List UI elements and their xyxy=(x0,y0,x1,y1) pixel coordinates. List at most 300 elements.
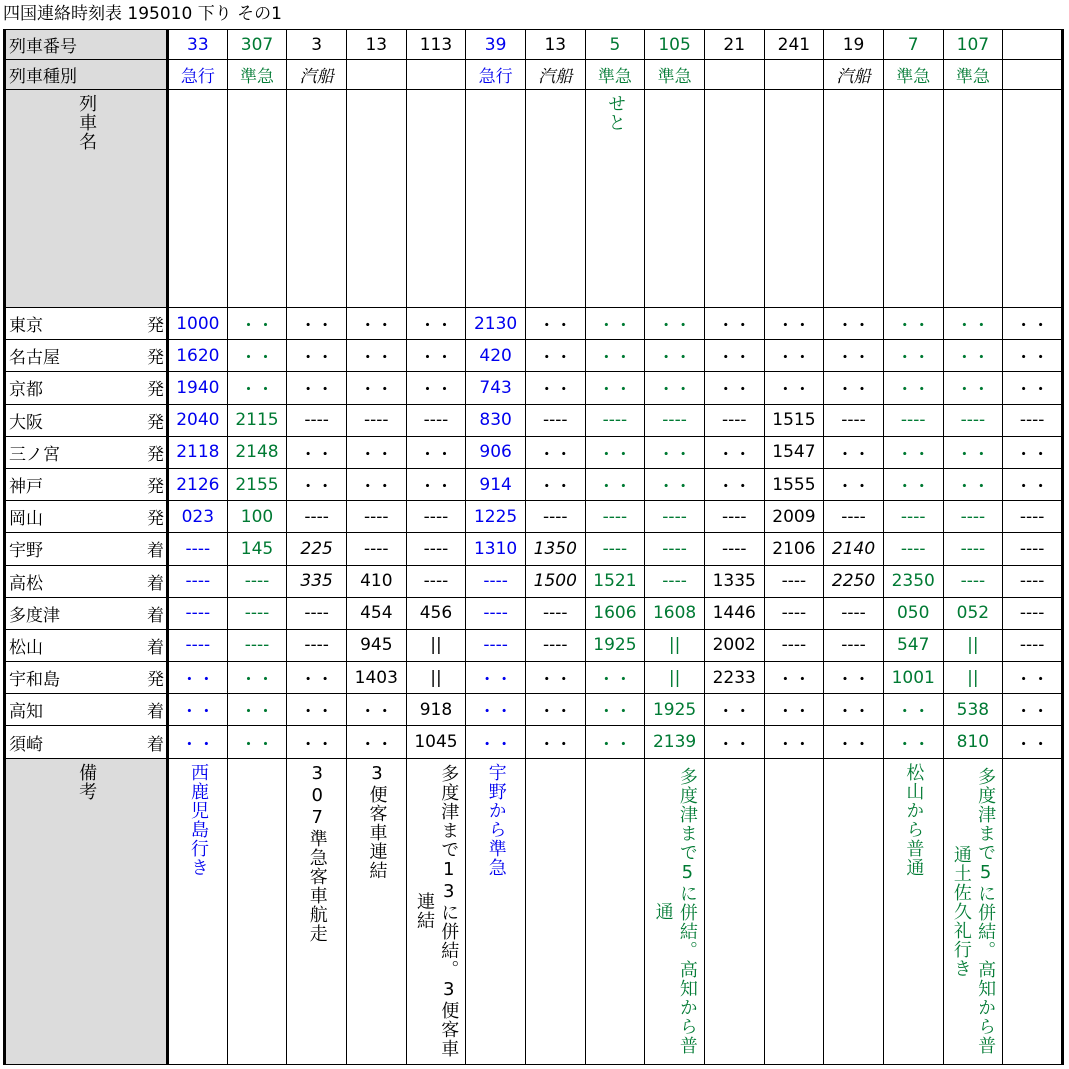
time-cell: ・・ xyxy=(883,308,943,340)
time-cell: ・・ xyxy=(346,340,406,372)
time-cell: ---- xyxy=(645,501,705,533)
time-cell: ---- xyxy=(1003,565,1063,597)
time-cell: 050 xyxy=(883,597,943,629)
time-cell: ・・ xyxy=(1003,468,1063,500)
train-type-cell: 準急 xyxy=(943,60,1003,90)
time-cell: 100 xyxy=(227,501,287,533)
time-cell: 1001 xyxy=(883,662,943,694)
time-cell: ・・ xyxy=(943,372,1003,404)
time-cell: ---- xyxy=(168,565,228,597)
note-text: 多度津まで5に併結。高知から普通 xyxy=(652,767,698,1056)
time-cell: ---- xyxy=(406,404,466,436)
station-cell xyxy=(5,565,168,597)
train-number-cell: 13 xyxy=(346,30,406,60)
station-action: 発 xyxy=(147,509,164,530)
time-cell: ・・ xyxy=(466,694,526,726)
note-cell xyxy=(346,758,406,1064)
time-cell: ---- xyxy=(525,404,585,436)
time-cell: 1500 xyxy=(525,565,585,597)
time-cell: 2118 xyxy=(168,436,228,468)
train-name-cell xyxy=(346,90,406,308)
time-cell: ---- xyxy=(346,533,406,565)
time-cell: ・・ xyxy=(645,308,705,340)
time-cell: 454 xyxy=(346,597,406,629)
station-action: 発 xyxy=(147,348,164,369)
time-cell: ---- xyxy=(883,404,943,436)
station-name: 大阪 xyxy=(9,412,43,433)
time-cell: ・・ xyxy=(466,662,526,694)
time-cell: ・・ xyxy=(406,468,466,500)
time-cell: ・・ xyxy=(704,436,764,468)
time-cell: ・・ xyxy=(227,372,287,404)
station-cell xyxy=(5,372,168,404)
note-text: 西鹿児島行き xyxy=(187,762,209,877)
time-cell: 1310 xyxy=(466,533,526,565)
time-cell: 2140 xyxy=(824,533,884,565)
train-number-cell: 241 xyxy=(764,30,824,60)
time-cell: ・・ xyxy=(525,308,585,340)
time-cell: ・・ xyxy=(287,308,347,340)
time-cell: ・・ xyxy=(525,340,585,372)
train-type-cell: 準急 xyxy=(227,60,287,90)
train-number-cell: 307 xyxy=(227,30,287,60)
station-cell xyxy=(5,597,168,629)
train-type-cell: 汽船 xyxy=(525,60,585,90)
time-cell: ・・ xyxy=(704,372,764,404)
station-row xyxy=(5,597,1063,629)
time-cell: ・・ xyxy=(406,340,466,372)
train-number-cell: 33 xyxy=(168,30,228,60)
time-cell: 1225 xyxy=(466,501,526,533)
time-cell: ・・ xyxy=(585,308,645,340)
time-cell: ・・ xyxy=(824,372,884,404)
time-cell: ・・ xyxy=(168,726,228,758)
time-cell: 914 xyxy=(466,468,526,500)
time-cell: 1547 xyxy=(764,436,824,468)
station-name: 名古屋 xyxy=(9,348,60,369)
time-cell: 1045 xyxy=(406,726,466,758)
time-cell: ・・ xyxy=(525,436,585,468)
train-name-cell xyxy=(883,90,943,308)
station-row xyxy=(5,629,1063,661)
time-cell: 1446 xyxy=(704,597,764,629)
time-cell: ・・ xyxy=(1003,694,1063,726)
time-cell: || xyxy=(406,662,466,694)
note-cell xyxy=(764,758,824,1064)
time-cell: ---- xyxy=(764,629,824,661)
time-cell: 1608 xyxy=(645,597,705,629)
time-cell: 2148 xyxy=(227,436,287,468)
header-train-number-label: 列車番号 xyxy=(9,37,77,57)
time-cell: 1521 xyxy=(585,565,645,597)
time-cell: 456 xyxy=(406,597,466,629)
time-cell: ・・ xyxy=(883,726,943,758)
time-cell: ---- xyxy=(943,501,1003,533)
train-number-cell: 113 xyxy=(406,30,466,60)
station-row xyxy=(5,340,1063,372)
time-cell: ・・ xyxy=(585,436,645,468)
station-name: 多度津 xyxy=(9,605,60,626)
train-name-cell xyxy=(585,90,645,308)
station-name: 宇和島 xyxy=(9,670,60,691)
time-cell: ・・ xyxy=(287,372,347,404)
station-cell xyxy=(5,629,168,661)
time-cell: ・・ xyxy=(287,468,347,500)
station-row xyxy=(5,565,1063,597)
time-cell: ・・ xyxy=(704,726,764,758)
time-cell: ---- xyxy=(824,629,884,661)
station-name: 東京 xyxy=(9,316,43,337)
note-text: 多度津まで5に併結。高知から普通土佐久礼行き xyxy=(950,767,997,1056)
time-cell: ---- xyxy=(346,501,406,533)
time-cell: ---- xyxy=(585,404,645,436)
time-cell: ・・ xyxy=(824,694,884,726)
train-name-text: せと xyxy=(605,94,627,132)
station-action: 着 xyxy=(147,702,164,723)
time-cell: 2233 xyxy=(704,662,764,694)
train-name-cell xyxy=(764,90,824,308)
time-cell: ---- xyxy=(704,533,764,565)
time-cell: ---- xyxy=(943,565,1003,597)
time-cell: ---- xyxy=(824,501,884,533)
time-cell: ・・ xyxy=(346,436,406,468)
time-cell: 1515 xyxy=(764,404,824,436)
time-cell: ---- xyxy=(883,533,943,565)
station-name: 須崎 xyxy=(9,734,43,755)
train-name-cell xyxy=(525,90,585,308)
note-text: 多度津まで13に併結。3便客車連結 xyxy=(413,764,460,1059)
time-cell: ・・ xyxy=(645,436,705,468)
time-cell: ---- xyxy=(645,565,705,597)
train-number-cell: 19 xyxy=(824,30,884,60)
train-number-cell: 39 xyxy=(466,30,526,60)
note-cell xyxy=(466,758,526,1064)
time-cell: ---- xyxy=(406,565,466,597)
note-cell xyxy=(406,758,466,1064)
time-cell: ・・ xyxy=(645,372,705,404)
time-cell: ---- xyxy=(1003,404,1063,436)
train-type-cell xyxy=(704,60,764,90)
time-cell: 023 xyxy=(168,501,228,533)
time-cell: ---- xyxy=(525,597,585,629)
time-cell: 1000 xyxy=(168,308,228,340)
time-cell: ---- xyxy=(287,597,347,629)
time-cell: ・・ xyxy=(585,726,645,758)
note-cell xyxy=(883,758,943,1064)
time-cell: ・・ xyxy=(764,340,824,372)
train-name-cell xyxy=(1003,90,1063,308)
station-name: 岡山 xyxy=(9,509,43,530)
train-number-cell: 3 xyxy=(287,30,347,60)
time-cell: ・・ xyxy=(943,308,1003,340)
time-cell: ・・ xyxy=(824,308,884,340)
time-cell: ・・ xyxy=(824,662,884,694)
time-cell: ・・ xyxy=(525,662,585,694)
note-cell xyxy=(585,758,645,1064)
time-cell: 1555 xyxy=(764,468,824,500)
time-cell: 2106 xyxy=(764,533,824,565)
time-cell: ・・ xyxy=(764,694,824,726)
time-cell: ---- xyxy=(525,629,585,661)
time-cell: ・・ xyxy=(227,308,287,340)
time-cell: ・・ xyxy=(406,436,466,468)
time-cell: ---- xyxy=(704,501,764,533)
time-cell: ・・ xyxy=(227,340,287,372)
note-cell xyxy=(943,758,1003,1064)
time-cell: 1925 xyxy=(645,694,705,726)
time-cell: ・・ xyxy=(883,436,943,468)
time-cell: 1335 xyxy=(704,565,764,597)
time-cell: ---- xyxy=(943,404,1003,436)
time-cell: ---- xyxy=(1003,533,1063,565)
time-cell: 1350 xyxy=(525,533,585,565)
time-cell: ・・ xyxy=(764,662,824,694)
train-number-cell: 107 xyxy=(943,30,1003,60)
station-row xyxy=(5,468,1063,500)
train-number-cell: 13 xyxy=(525,30,585,60)
station-cell xyxy=(5,726,168,758)
time-cell: ---- xyxy=(466,597,526,629)
station-row xyxy=(5,404,1063,436)
time-cell: ---- xyxy=(168,533,228,565)
time-cell: || xyxy=(406,629,466,661)
train-name-cell xyxy=(168,90,228,308)
station-name: 高知 xyxy=(9,702,43,723)
note-text: 宇野から準急 xyxy=(485,762,507,877)
train-type-cell: 準急 xyxy=(585,60,645,90)
train-type-cell: 汽船 xyxy=(287,60,347,90)
station-action: 発 xyxy=(147,670,164,691)
time-cell: ・・ xyxy=(585,372,645,404)
station-cell xyxy=(5,404,168,436)
train-type-cell: 準急 xyxy=(883,60,943,90)
time-cell: ・・ xyxy=(704,468,764,500)
note-cell xyxy=(168,758,228,1064)
header-notes-label: 備考 xyxy=(76,762,98,801)
station-name: 高松 xyxy=(9,573,43,594)
time-cell: 2126 xyxy=(168,468,228,500)
train-name-cell xyxy=(704,90,764,308)
time-cell: ---- xyxy=(883,501,943,533)
time-cell: ・・ xyxy=(406,308,466,340)
time-cell: ・・ xyxy=(227,726,287,758)
time-cell: ・・ xyxy=(525,468,585,500)
time-cell: ・・ xyxy=(704,308,764,340)
station-name: 神戸 xyxy=(9,477,43,498)
train-number-cell: 5 xyxy=(585,30,645,60)
time-cell: ・・ xyxy=(645,468,705,500)
station-action: 発 xyxy=(147,412,164,433)
station-name: 三ノ宮 xyxy=(9,444,60,465)
note-cell xyxy=(287,758,347,1064)
time-cell: ---- xyxy=(585,533,645,565)
time-cell: ・・ xyxy=(883,468,943,500)
station-name: 宇野 xyxy=(9,541,43,562)
time-cell: ・・ xyxy=(824,436,884,468)
time-cell: ・・ xyxy=(227,694,287,726)
time-cell: ・・ xyxy=(287,726,347,758)
time-cell: ---- xyxy=(645,533,705,565)
time-cell: ・・ xyxy=(287,340,347,372)
train-type-cell xyxy=(764,60,824,90)
time-cell: ---- xyxy=(1003,597,1063,629)
time-cell: || xyxy=(943,629,1003,661)
note-cell xyxy=(645,758,705,1064)
train-type-cell xyxy=(1003,60,1063,90)
train-name-row xyxy=(5,90,1063,308)
station-action: 着 xyxy=(147,734,164,755)
time-cell: 906 xyxy=(466,436,526,468)
time-cell: ・・ xyxy=(1003,308,1063,340)
time-cell: ---- xyxy=(287,629,347,661)
time-cell: ・・ xyxy=(883,340,943,372)
time-cell: ・・ xyxy=(764,308,824,340)
time-cell: ---- xyxy=(943,533,1003,565)
time-cell: ---- xyxy=(525,501,585,533)
time-cell: 1925 xyxy=(585,629,645,661)
time-cell: ---- xyxy=(645,404,705,436)
note-text: 307準急客車航走 xyxy=(306,762,328,943)
train-number-cell: 105 xyxy=(645,30,705,60)
time-cell: ・・ xyxy=(1003,340,1063,372)
time-cell: ・・ xyxy=(943,340,1003,372)
station-name: 松山 xyxy=(9,637,43,658)
time-cell: ---- xyxy=(287,404,347,436)
time-cell: ---- xyxy=(227,565,287,597)
station-action: 発 xyxy=(147,444,164,465)
time-cell: 225 xyxy=(287,533,347,565)
time-cell: ・・ xyxy=(585,694,645,726)
time-cell: ・・ xyxy=(346,372,406,404)
train-type-cell: 準急 xyxy=(645,60,705,90)
time-cell: 918 xyxy=(406,694,466,726)
time-cell: ・・ xyxy=(1003,662,1063,694)
note-text: 松山から普通 xyxy=(903,762,925,877)
time-cell: ・・ xyxy=(824,340,884,372)
time-cell: 1940 xyxy=(168,372,228,404)
time-cell: ・・ xyxy=(1003,726,1063,758)
station-row xyxy=(5,436,1063,468)
station-action: 着 xyxy=(147,637,164,658)
time-cell: ・・ xyxy=(704,340,764,372)
time-cell: ---- xyxy=(346,404,406,436)
note-cell xyxy=(1003,758,1063,1064)
station-cell xyxy=(5,501,168,533)
train-number-cell: 21 xyxy=(704,30,764,60)
station-cell xyxy=(5,662,168,694)
station-cell xyxy=(5,436,168,468)
station-action: 発 xyxy=(147,380,164,401)
time-cell: 2009 xyxy=(764,501,824,533)
station-name: 京都 xyxy=(9,380,43,401)
time-cell: 538 xyxy=(943,694,1003,726)
time-cell: ・・ xyxy=(1003,436,1063,468)
header-train-number xyxy=(5,30,168,60)
time-cell: ・・ xyxy=(287,662,347,694)
time-cell: 420 xyxy=(466,340,526,372)
time-cell: ---- xyxy=(406,501,466,533)
note-cell xyxy=(824,758,884,1064)
train-name-cell xyxy=(287,90,347,308)
timetable xyxy=(3,29,1064,1065)
time-cell: ・・ xyxy=(883,694,943,726)
station-action: 着 xyxy=(147,541,164,562)
time-cell: ・・ xyxy=(764,372,824,404)
time-cell: ・・ xyxy=(1003,372,1063,404)
time-cell: 810 xyxy=(943,726,1003,758)
note-cell xyxy=(704,758,764,1064)
time-cell: 052 xyxy=(943,597,1003,629)
station-row xyxy=(5,694,1063,726)
time-cell: ・・ xyxy=(704,694,764,726)
time-cell: ---- xyxy=(585,501,645,533)
station-cell xyxy=(5,340,168,372)
time-cell: 2130 xyxy=(466,308,526,340)
train-type-cell: 急行 xyxy=(168,60,228,90)
time-cell: 1403 xyxy=(346,662,406,694)
train-name-cell xyxy=(466,90,526,308)
time-cell: ---- xyxy=(227,597,287,629)
time-cell: ---- xyxy=(764,597,824,629)
time-cell: 145 xyxy=(227,533,287,565)
time-cell: ---- xyxy=(168,629,228,661)
time-cell: 547 xyxy=(883,629,943,661)
time-cell: ・・ xyxy=(585,468,645,500)
time-cell: ・・ xyxy=(943,436,1003,468)
time-cell: ・・ xyxy=(525,694,585,726)
train-name-cell xyxy=(406,90,466,308)
time-cell: 2115 xyxy=(227,404,287,436)
time-cell: 2250 xyxy=(824,565,884,597)
time-cell: 2155 xyxy=(227,468,287,500)
station-cell xyxy=(5,468,168,500)
time-cell: 335 xyxy=(287,565,347,597)
time-cell: ---- xyxy=(764,565,824,597)
station-row xyxy=(5,308,1063,340)
time-cell: ---- xyxy=(466,565,526,597)
station-cell xyxy=(5,308,168,340)
station-action: 発 xyxy=(147,316,164,337)
time-cell: ---- xyxy=(824,404,884,436)
train-name-cell xyxy=(645,90,705,308)
time-cell: ・・ xyxy=(168,694,228,726)
time-cell: ・・ xyxy=(585,340,645,372)
notes-row xyxy=(5,758,1063,1064)
station-action: 発 xyxy=(147,477,164,498)
time-cell: ・・ xyxy=(824,468,884,500)
time-cell: ---- xyxy=(704,404,764,436)
time-cell: ・・ xyxy=(645,340,705,372)
time-cell: ・・ xyxy=(168,662,228,694)
train-number-row xyxy=(5,30,1063,60)
time-cell: || xyxy=(645,662,705,694)
page-title: 四国連絡時刻表 195010 下り その1 xyxy=(3,4,282,24)
time-cell: ---- xyxy=(824,597,884,629)
header-train-type-label: 列車種別 xyxy=(9,67,77,87)
time-cell: ---- xyxy=(1003,501,1063,533)
time-cell: 743 xyxy=(466,372,526,404)
time-cell: ・・ xyxy=(346,726,406,758)
station-cell xyxy=(5,533,168,565)
time-cell: ・・ xyxy=(525,372,585,404)
train-type-row xyxy=(5,60,1063,90)
time-cell: ・・ xyxy=(346,694,406,726)
train-number-cell xyxy=(1003,30,1063,60)
time-cell: 2139 xyxy=(645,726,705,758)
header-notes xyxy=(5,758,168,1064)
time-cell: ---- xyxy=(466,629,526,661)
time-cell: ・・ xyxy=(406,372,466,404)
